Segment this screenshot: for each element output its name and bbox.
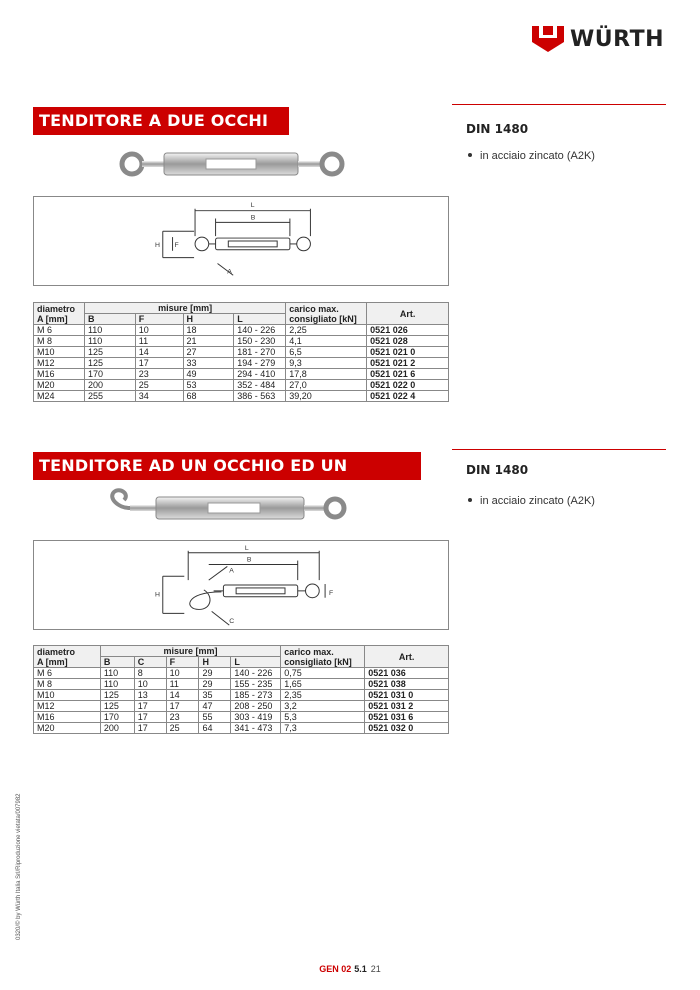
footer-catalog: GEN 02 [319,964,352,974]
table-cell: 125 [84,358,135,369]
table-row [34,369,449,380]
diagram-1-label-b: B [250,214,256,222]
table-cell: 49 [183,369,234,380]
header-measures: misure [mm] [84,303,285,314]
footer-page-number: 21 [370,964,381,974]
turnbuckle-hook-eye-photo [100,488,350,532]
cell-diameter: M 8 [34,679,101,690]
table-cell: 33 [183,358,234,369]
table-cell: 39,20 [286,391,367,402]
table-cell: 68 [183,391,234,402]
table-cell: 6,5 [286,347,367,358]
table-cell: 2,25 [286,325,367,336]
table-row [34,668,449,679]
header-col: F [166,657,199,668]
cell-diameter: M24 [34,391,85,402]
table-cell: 47 [199,701,231,712]
table-cell: 7,3 [281,723,365,734]
table-cell: 64 [199,723,231,734]
table-cell: 17 [135,358,183,369]
table-cell: 17 [166,701,199,712]
cell-article: 0521 031 6 [365,712,449,723]
table-cell: 55 [199,712,231,723]
table-row [34,336,449,347]
cell-article: 0521 026 [367,325,449,336]
diagram-2-label-a: A [229,567,234,575]
section-2-spec-table [33,645,449,734]
table-cell: 194 - 279 [234,358,286,369]
table-cell: 25 [135,380,183,391]
header-col: H [183,314,234,325]
wurth-logo-mark-icon [532,26,564,52]
diagram-1-label-a: A [227,268,232,276]
header-col: F [135,314,183,325]
cell-diameter: M 6 [34,668,101,679]
section-1-rule [452,104,666,105]
cell-diameter: M20 [34,723,101,734]
diagram-1-label-h: H [154,241,160,249]
section-2-din: DIN 1480 [466,463,529,477]
cell-diameter: M16 [34,369,85,380]
table-row [34,380,449,391]
table-cell: 10 [166,668,199,679]
table-cell: 140 - 226 [231,668,281,679]
header-col: L [234,314,286,325]
bullet-icon [468,153,472,157]
table-cell: 110 [100,679,134,690]
header-col: H [199,657,231,668]
header-col: B [84,314,135,325]
cell-article: 0521 032 0 [365,723,449,734]
table-cell: 110 [84,336,135,347]
table-cell: 17 [134,723,166,734]
section-1-spec-table [33,302,449,402]
header-diameter: diametro [34,303,85,314]
table-cell: 17,8 [286,369,367,380]
table-cell: 140 - 226 [234,325,286,336]
table-row [34,347,449,358]
table-cell: 208 - 250 [231,701,281,712]
header-col: B [100,657,134,668]
table-cell: 9,3 [286,358,367,369]
turnbuckle-eye-eye-photo [118,140,346,190]
cell-diameter: M10 [34,347,85,358]
cell-article: 0521 038 [365,679,449,690]
table-cell: 3,2 [281,701,365,712]
header-diameter: diametro [34,646,101,657]
table-cell: 13 [134,690,166,701]
section-2-feature-text: in acciaio zincato (A2K) [480,495,595,507]
header-diameter-unit: A [mm] [34,657,101,668]
section-1-title: TENDITORE A DUE OCCHI [33,107,289,135]
cell-diameter: M20 [34,380,85,391]
cell-diameter: M16 [34,712,101,723]
table-cell: 35 [199,690,231,701]
diagram-1-label-f: F [174,241,179,249]
table-cell: 255 [84,391,135,402]
header-diameter-unit: A [mm] [34,314,85,325]
cell-diameter: M12 [34,701,101,712]
header-col: L [231,657,281,668]
copyright-note: 0320/© by Würth Italia Srl/Riproduzione vietata/007982 [16,793,22,940]
table-cell: 29 [199,679,231,690]
cell-article: 0521 022 4 [367,391,449,402]
section-1-feature [466,150,595,162]
table-cell: 11 [135,336,183,347]
table-cell: 200 [84,380,135,391]
cell-diameter: M10 [34,690,101,701]
table-cell: 29 [199,668,231,679]
table-cell: 110 [100,668,134,679]
header-measures: misure [mm] [100,646,280,657]
bullet-icon [468,498,472,502]
table-cell: 23 [135,369,183,380]
table-row [34,391,449,402]
diagram-2-label-h: H [154,591,160,599]
section-2-feature [466,495,595,507]
table-cell: 125 [100,701,134,712]
table-cell: 14 [166,690,199,701]
cell-article: 0521 036 [365,668,449,679]
table-cell: 10 [135,325,183,336]
table-row [34,723,449,734]
table-cell: 23 [166,712,199,723]
table-cell: 17 [134,701,166,712]
table-cell: 110 [84,325,135,336]
table-cell: 53 [183,380,234,391]
cell-article: 0521 031 2 [365,701,449,712]
table-row [34,712,449,723]
brand-name: WÜRTH [570,26,665,52]
table-cell: 294 - 410 [234,369,286,380]
section-2-table-body [34,668,449,734]
header-load-unit: consigliato [kN] [286,314,367,325]
wurth-logo [532,26,664,52]
table-cell: 170 [84,369,135,380]
table-cell: 1,65 [281,679,365,690]
table-cell: 303 - 419 [231,712,281,723]
table-cell: 181 - 270 [234,347,286,358]
table-cell: 27,0 [286,380,367,391]
cell-diameter: M 6 [34,325,85,336]
table-cell: 10 [134,679,166,690]
diagram-1-label-l: L [250,201,255,209]
section-1-dimension-diagram [33,196,449,286]
header-load: carico max. [281,646,365,657]
table-cell: 352 - 484 [234,380,286,391]
table-row [34,690,449,701]
table-cell: 341 - 473 [231,723,281,734]
cell-diameter: M 8 [34,336,85,347]
footer-section: 5.1 [354,964,367,974]
table-cell: 27 [183,347,234,358]
table-cell: 5,3 [281,712,365,723]
table-cell: 14 [135,347,183,358]
section-2-title: TENDITORE AD UN OCCHIO ED UN GANCIO [33,452,421,480]
table-cell: 125 [84,347,135,358]
cell-article: 0521 021 0 [367,347,449,358]
section-1-din: DIN 1480 [466,122,529,136]
table-cell: 34 [135,391,183,402]
header-load-unit: consigliato [kN] [281,657,365,668]
header-load: carico max. [286,303,367,314]
cell-article: 0521 022 0 [367,380,449,391]
table-cell: 4,1 [286,336,367,347]
table-cell: 170 [100,712,134,723]
cell-article: 0521 031 0 [365,690,449,701]
table-cell: 386 - 563 [234,391,286,402]
cell-article: 0521 028 [367,336,449,347]
table-row [34,325,449,336]
section-1-table-body [34,325,449,402]
diagram-2-label-c: C [229,618,235,626]
table-row [34,679,449,690]
table-cell: 200 [100,723,134,734]
header-col: C [134,657,166,668]
table-cell: 21 [183,336,234,347]
section-1-feature-text: in acciaio zincato (A2K) [480,150,595,162]
table-cell: 0,75 [281,668,365,679]
header-article: Art. [367,303,449,325]
diagram-2-label-f: F [329,589,334,597]
diagram-2-label-l: L [244,544,249,552]
table-cell: 17 [134,712,166,723]
table-row [34,701,449,712]
cell-article: 0521 021 2 [367,358,449,369]
section-2-dimension-diagram [33,540,449,630]
table-cell: 150 - 230 [234,336,286,347]
page-footer [0,964,700,974]
table-cell: 185 - 273 [231,690,281,701]
table-cell: 25 [166,723,199,734]
table-cell: 2,35 [281,690,365,701]
table-cell: 11 [166,679,199,690]
cell-diameter: M12 [34,358,85,369]
header-article: Art. [365,646,449,668]
table-row [34,358,449,369]
table-cell: 18 [183,325,234,336]
table-cell: 125 [100,690,134,701]
cell-article: 0521 021 6 [367,369,449,380]
section-2-rule [452,449,666,450]
diagram-2-label-b: B [246,556,252,564]
table-cell: 155 - 235 [231,679,281,690]
table-cell: 8 [134,668,166,679]
